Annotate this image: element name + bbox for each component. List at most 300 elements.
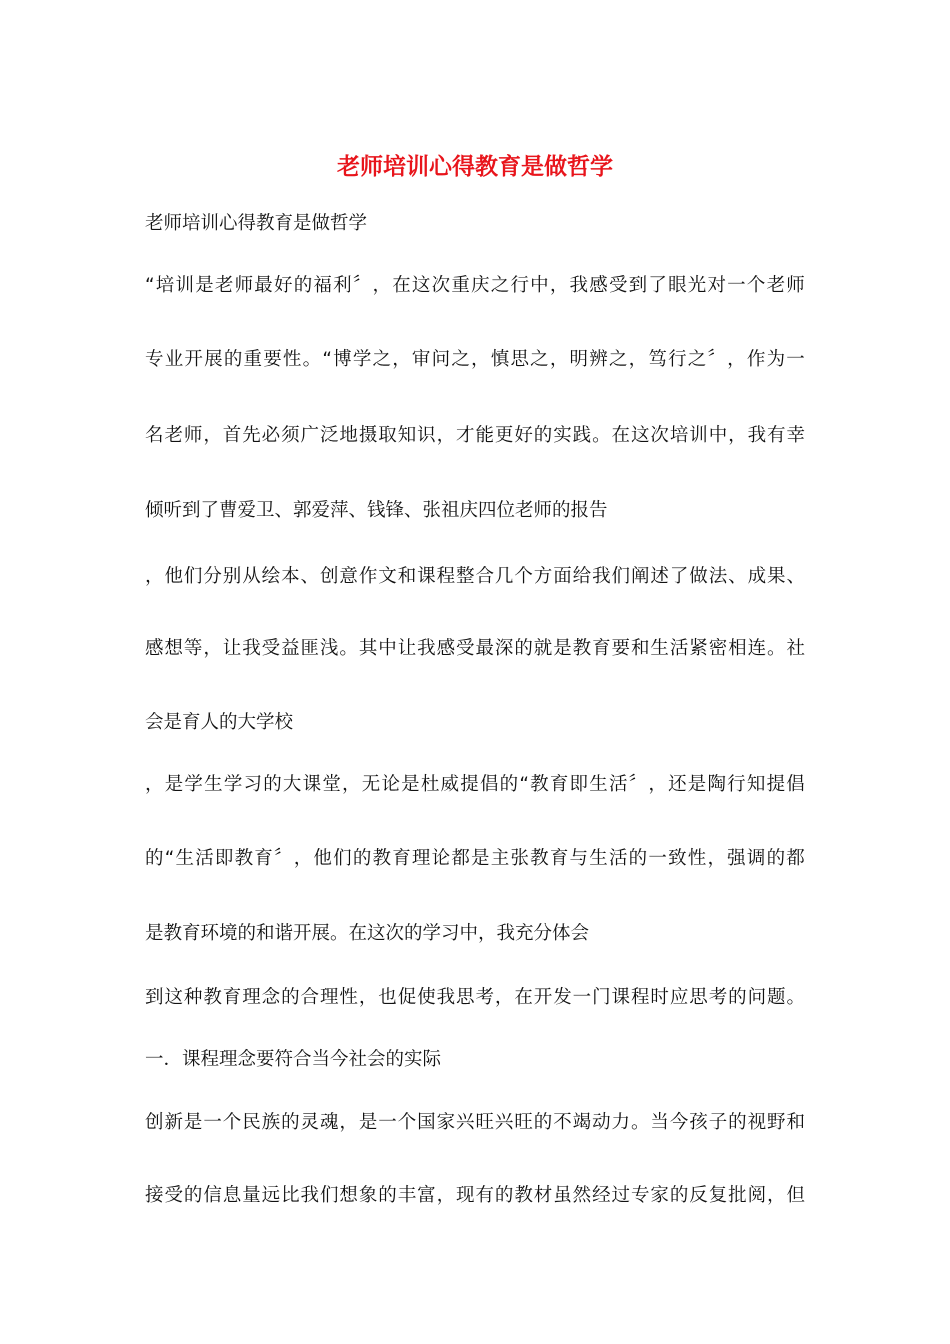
line-glyph: 先 [242, 425, 261, 446]
line-glyph: 行 [668, 349, 687, 370]
line-glyph: 我 [569, 275, 589, 296]
line-glyph: 好 [514, 425, 533, 446]
line-glyph: 们 [333, 848, 352, 869]
line-glyph: 一 [378, 1112, 397, 1133]
line-glyph: 就 [533, 638, 553, 659]
line-glyph: 一 [648, 848, 667, 869]
line-glyph: 课 [302, 774, 322, 795]
line-glyph: 成 [747, 566, 767, 587]
line-glyph: 富 [417, 1185, 436, 1206]
line-glyph: 发 [553, 987, 572, 1008]
line-glyph: 创 [319, 566, 339, 587]
line-glyph: “ [519, 774, 529, 795]
line-glyph: ， [372, 275, 392, 296]
line-glyph: 他 [313, 848, 332, 869]
line-glyph: 这 [164, 987, 183, 1008]
line-glyph: 本 [281, 566, 300, 587]
line-glyph: 光 [687, 275, 707, 296]
line-glyph: ， [358, 987, 378, 1008]
line-glyph: 动 [592, 1112, 611, 1133]
line-glyph: 。 [767, 638, 786, 659]
line-glyph: 子 [708, 1112, 728, 1133]
line-glyph: 绘 [261, 566, 281, 587]
line-glyph: 视 [747, 1112, 767, 1133]
paragraph-line: 倾听到了曹爱卫、郭爱萍、钱锋、张祖庆四位老师的报告 [145, 500, 608, 521]
line-glyph: 训 [175, 275, 194, 296]
line-glyph: 的 [263, 774, 282, 795]
line-glyph: 教 [514, 1185, 533, 1206]
line-glyph: ， [707, 848, 726, 869]
line-glyph: 魂 [319, 1112, 339, 1133]
paragraph-line [145, 772, 805, 798]
line-glyph: 中 [708, 425, 728, 446]
line-glyph: 有 [767, 425, 786, 446]
line-glyph: ， [342, 774, 361, 795]
line-glyph: 训 [689, 425, 708, 446]
line-glyph: 思 [456, 987, 475, 1008]
line-glyph: 应 [669, 987, 689, 1008]
line-glyph: 教 [530, 774, 549, 795]
line-glyph: 的 [669, 1185, 689, 1206]
line-glyph: 是 [358, 1112, 378, 1133]
line-glyph: 我 [592, 566, 611, 587]
line-glyph: 威 [440, 774, 460, 795]
line-glyph: 想 [339, 1185, 358, 1206]
line-glyph: 分 [203, 566, 222, 587]
line-glyph: 述 [650, 566, 669, 587]
line-glyph: 首 [222, 425, 242, 446]
line-glyph: 不 [553, 1112, 572, 1133]
line-glyph: 息 [222, 1185, 242, 1206]
line-glyph: 育 [392, 848, 411, 869]
line-glyph: 眼 [668, 275, 687, 296]
line-glyph: 张 [510, 848, 529, 869]
line-glyph: 我 [747, 425, 767, 446]
section-heading: 一．课程理念要符合当今社会的实际 [145, 1049, 442, 1070]
line-glyph: 是 [183, 1112, 203, 1133]
paragraph-line: 会是育人的大学校 [145, 712, 294, 733]
line-glyph: 培 [155, 275, 175, 296]
line-glyph: 倡 [786, 774, 805, 795]
line-glyph: 这 [411, 275, 431, 296]
paragraph-line [145, 846, 805, 872]
line-glyph: 我 [242, 638, 261, 659]
line-glyph: 的 [378, 1185, 397, 1206]
line-glyph: 中 [530, 275, 549, 296]
line-glyph: 论 [381, 774, 400, 795]
document-title: 老师培训心得教育是做哲学 [337, 153, 613, 180]
line-glyph: 然 [572, 1185, 592, 1206]
line-glyph: 生 [175, 848, 194, 869]
line-glyph: 对 [707, 275, 726, 296]
line-glyph: 合 [475, 566, 494, 587]
paragraph-line: 是教育环境的和谐开展。在这次的学习中，我充分体会 [145, 923, 590, 944]
line-glyph: 都 [451, 848, 470, 869]
line-glyph: 族 [261, 1112, 281, 1133]
line-glyph: 量 [242, 1185, 261, 1206]
line-glyph: 育 [549, 848, 569, 869]
line-glyph: 问 [747, 987, 767, 1008]
paragraph-line [145, 273, 805, 299]
line-glyph: 次 [650, 425, 669, 446]
line-glyph: 教 [530, 848, 549, 869]
line-glyph: 致 [668, 848, 687, 869]
line-glyph: 学 [352, 349, 372, 370]
line-glyph: 考 [708, 987, 728, 1008]
line-glyph: 是 [471, 848, 490, 869]
line-glyph: 还 [668, 774, 687, 795]
line-glyph: 慎 [490, 349, 510, 370]
line-glyph: 必 [261, 425, 281, 446]
line-glyph: 审 [411, 349, 431, 370]
line-glyph: 知 [397, 425, 417, 446]
line-glyph: 我 [417, 638, 436, 659]
line-glyph: ， [339, 1112, 358, 1133]
line-glyph: 受 [608, 275, 628, 296]
line-glyph: 的 [293, 275, 313, 296]
line-glyph: 孩 [689, 1112, 708, 1133]
line-glyph: 等 [183, 638, 203, 659]
line-glyph: 一 [203, 1112, 222, 1133]
paragraph-line [145, 423, 805, 449]
line-glyph: 生 [589, 774, 608, 795]
line-glyph: 教 [572, 638, 592, 659]
line-glyph: 是 [553, 638, 572, 659]
line-glyph: 一 [786, 349, 805, 370]
line-glyph: ， [549, 349, 569, 370]
line-glyph: 兴 [456, 1112, 475, 1133]
line-glyph: 比 [281, 1185, 300, 1206]
line-glyph: 个 [222, 1112, 242, 1133]
line-glyph: 。 [630, 1112, 650, 1133]
line-glyph: 利 [333, 275, 352, 296]
line-glyph: ， [293, 848, 313, 869]
line-glyph: 复 [708, 1185, 728, 1206]
line-glyph: 要 [263, 349, 282, 370]
line-glyph: 学 [223, 774, 243, 795]
line-glyph: 几 [494, 566, 514, 587]
line-glyph: 杜 [420, 774, 440, 795]
line-glyph: 他 [164, 566, 183, 587]
line-glyph: 能 [475, 425, 494, 446]
line-glyph: 提 [460, 774, 479, 795]
line-glyph: 重 [451, 275, 470, 296]
line-glyph: 老 [766, 275, 786, 296]
line-glyph: 最 [475, 638, 494, 659]
line-glyph: 个 [397, 1112, 417, 1133]
line-glyph: ， [436, 425, 456, 446]
line-glyph: 习 [243, 774, 263, 795]
line-glyph: 之 [372, 349, 392, 370]
line-glyph: 的 [183, 1185, 203, 1206]
line-glyph: 受 [456, 638, 475, 659]
line-glyph: 一 [727, 275, 746, 296]
line-glyph: 的 [628, 848, 648, 869]
line-glyph: 之 [451, 349, 470, 370]
line-glyph: 和 [397, 566, 417, 587]
line-glyph: 。 [786, 987, 805, 1008]
line-glyph: 民 [242, 1112, 261, 1133]
line-glyph: 。 [339, 638, 358, 659]
line-glyph: 理 [319, 987, 339, 1008]
line-glyph: 专 [145, 349, 164, 370]
line-glyph: 的 [533, 1112, 553, 1133]
line-glyph: 名 [145, 425, 164, 446]
line-glyph: 性 [339, 987, 358, 1008]
line-glyph: 行 [510, 275, 529, 296]
line-glyph: 行 [727, 774, 746, 795]
line-glyph: 之 [687, 349, 707, 370]
line-glyph: 的 [514, 638, 533, 659]
line-glyph: 专 [630, 1185, 650, 1206]
line-glyph: 接 [145, 1185, 164, 1206]
line-glyph: 生 [650, 638, 669, 659]
line-glyph: 做 [689, 566, 708, 587]
line-glyph: 为 [766, 349, 786, 370]
line-glyph: 调 [746, 848, 766, 869]
line-glyph: 课 [611, 987, 631, 1008]
line-glyph: 与 [569, 848, 589, 869]
line-glyph: 生 [589, 848, 608, 869]
line-glyph: 中 [378, 638, 397, 659]
line-glyph: 种 [183, 987, 203, 1008]
line-glyph: 教 [372, 848, 392, 869]
line-glyph: 知 [746, 774, 766, 795]
line-glyph: 一 [572, 987, 592, 1008]
line-glyph: 的 [499, 774, 519, 795]
line-glyph: 践 [572, 425, 592, 446]
line-glyph: 生 [204, 774, 223, 795]
line-glyph: 到 [628, 275, 648, 296]
line-glyph: 果 [767, 566, 786, 587]
line-glyph: 的 [728, 987, 747, 1008]
line-glyph: 匪 [300, 638, 320, 659]
line-glyph: 个 [746, 275, 766, 296]
line-glyph: 旺 [475, 1112, 494, 1133]
line-glyph: 论 [431, 848, 451, 869]
line-glyph: 思 [510, 349, 529, 370]
line-glyph: 当 [650, 1112, 669, 1133]
line-glyph: 批 [728, 1185, 747, 1206]
line-glyph: 之 [608, 349, 628, 370]
line-glyph: 好 [274, 275, 293, 296]
line-glyph: 法 [708, 566, 728, 587]
line-glyph: 育 [549, 774, 569, 795]
line-glyph: 之 [530, 349, 549, 370]
line-glyph: 国 [417, 1112, 436, 1133]
line-glyph: 想 [164, 638, 183, 659]
line-glyph: 幸 [786, 425, 805, 446]
line-glyph: 的 [145, 848, 164, 869]
line-glyph: 兴 [494, 1112, 514, 1133]
line-glyph: 师 [786, 275, 805, 296]
line-glyph: 教 [203, 987, 222, 1008]
line-glyph: ， [727, 349, 746, 370]
line-glyph: 程 [436, 566, 456, 587]
line-glyph: ， [494, 987, 514, 1008]
line-glyph: 业 [164, 349, 184, 370]
line-glyph: 的 [281, 987, 300, 1008]
line-glyph: 旺 [514, 1112, 533, 1133]
line-glyph: 、 [728, 566, 747, 587]
line-glyph: 丰 [397, 1185, 417, 1206]
line-glyph: 重 [243, 349, 263, 370]
line-glyph: 在 [514, 987, 533, 1008]
line-glyph: 是 [164, 774, 184, 795]
paragraph-line [145, 985, 805, 1011]
line-glyph: 作 [746, 349, 766, 370]
line-glyph: 和 [786, 1112, 805, 1133]
line-glyph: 虽 [553, 1185, 572, 1206]
line-glyph: 的 [766, 848, 786, 869]
line-glyph: 须 [281, 425, 300, 446]
line-glyph: ， [728, 425, 747, 446]
line-glyph: 活 [669, 638, 689, 659]
line-glyph: 辨 [589, 349, 608, 370]
line-glyph: 理 [411, 848, 431, 869]
line-glyph: 活 [195, 848, 214, 869]
line-glyph: 堂 [322, 774, 341, 795]
line-glyph: 感 [589, 275, 608, 296]
line-glyph: 我 [436, 987, 456, 1008]
line-glyph: 合 [300, 987, 320, 1008]
line-glyph: 从 [242, 566, 261, 587]
line-glyph: 过 [611, 1185, 631, 1206]
line-glyph: 促 [397, 987, 417, 1008]
line-glyph: 文 [378, 566, 397, 587]
paragraph-line [145, 347, 805, 373]
line-glyph: 密 [708, 638, 728, 659]
line-glyph: 泛 [319, 425, 339, 446]
line-glyph: 题 [767, 987, 786, 1008]
line-glyph: 即 [214, 848, 234, 869]
line-glyph: 老 [214, 275, 234, 296]
line-glyph: 之 [490, 275, 510, 296]
line-glyph: 取 [378, 425, 397, 446]
line-glyph: 的 [352, 848, 372, 869]
line-glyph: 经 [592, 1185, 611, 1206]
line-glyph: 使 [417, 987, 436, 1008]
subtitle-line: 老师培训心得教育是做哲学 [145, 213, 368, 234]
line-glyph: 。 [302, 349, 322, 370]
line-glyph: 性 [282, 349, 302, 370]
line-glyph: 新 [164, 1112, 183, 1133]
line-glyph: 在 [611, 425, 631, 446]
line-glyph: 识 [417, 425, 436, 446]
line-glyph: 益 [281, 638, 300, 659]
line-glyph: 〞 [628, 774, 648, 795]
line-glyph: 最 [254, 275, 273, 296]
line-glyph: 门 [592, 987, 611, 1008]
line-glyph: 理 [242, 987, 261, 1008]
line-glyph: ， [628, 349, 648, 370]
line-glyph: 更 [494, 425, 514, 446]
line-glyph: ， [471, 349, 490, 370]
line-glyph: 开 [184, 349, 203, 370]
paragraph-line [145, 564, 805, 590]
line-glyph: 的 [223, 349, 243, 370]
line-glyph: 、 [786, 566, 805, 587]
line-glyph: 其 [358, 638, 378, 659]
line-glyph: 我 [300, 1185, 320, 1206]
line-glyph: ， [767, 1185, 786, 1206]
line-glyph: 课 [417, 566, 436, 587]
line-glyph: 强 [727, 848, 746, 869]
line-glyph: 浅 [319, 638, 339, 659]
line-glyph: 考 [475, 987, 494, 1008]
line-glyph: 的 [494, 1185, 514, 1206]
line-glyph: 培 [669, 425, 689, 446]
line-glyph: 庆 [471, 275, 490, 296]
line-glyph: 性 [687, 848, 707, 869]
line-glyph: 野 [767, 1112, 786, 1133]
line-glyph: 程 [630, 987, 650, 1008]
line-glyph: 创 [145, 1112, 164, 1133]
line-glyph: 〞 [274, 848, 293, 869]
line-glyph: 活 [608, 848, 628, 869]
line-glyph: 家 [650, 1185, 669, 1206]
line-glyph: 无 [361, 774, 381, 795]
line-glyph: 有 [475, 1185, 494, 1206]
line-glyph: 实 [553, 425, 572, 446]
line-glyph: 活 [608, 774, 628, 795]
line-glyph: 是 [401, 774, 420, 795]
line-glyph: 深 [494, 638, 514, 659]
paragraph-line [145, 1110, 805, 1136]
line-glyph: 。 [592, 425, 611, 446]
line-glyph: 问 [431, 349, 451, 370]
line-glyph: 阐 [630, 566, 650, 587]
line-glyph: 倡 [479, 774, 499, 795]
line-glyph: 在 [392, 275, 411, 296]
line-glyph: 方 [533, 566, 553, 587]
line-glyph: ， [648, 774, 667, 795]
line-glyph: 即 [569, 774, 589, 795]
line-glyph: “ [145, 275, 155, 296]
line-glyph: ， [145, 774, 164, 795]
line-glyph: 意 [339, 566, 358, 587]
line-glyph: 社 [786, 638, 805, 659]
line-glyph: 是 [687, 774, 707, 795]
line-glyph: 到 [145, 987, 164, 1008]
line-glyph: 们 [183, 566, 203, 587]
paragraph-line [145, 1183, 805, 1209]
line-glyph: 阅 [747, 1185, 767, 1206]
line-glyph: 次 [431, 275, 451, 296]
line-glyph: 竭 [572, 1112, 592, 1133]
line-glyph: 都 [786, 848, 805, 869]
line-glyph: 的 [533, 425, 553, 446]
line-glyph: “ [322, 349, 332, 370]
line-glyph: 广 [300, 425, 320, 446]
line-glyph: 是 [195, 275, 214, 296]
line-glyph: 思 [689, 987, 708, 1008]
line-glyph: 们 [611, 566, 631, 587]
paragraph-line [145, 636, 805, 662]
line-glyph: 材 [533, 1185, 553, 1206]
line-glyph: 面 [553, 566, 572, 587]
line-glyph: 明 [569, 349, 589, 370]
line-glyph: 育 [592, 638, 611, 659]
line-glyph: ， [392, 349, 411, 370]
line-glyph: 念 [261, 987, 281, 1008]
line-glyph: 象 [358, 1185, 378, 1206]
line-glyph: 反 [689, 1185, 708, 1206]
line-glyph: 笃 [648, 349, 667, 370]
line-glyph: 才 [456, 425, 475, 446]
line-glyph: 教 [234, 848, 254, 869]
line-glyph: 家 [436, 1112, 456, 1133]
